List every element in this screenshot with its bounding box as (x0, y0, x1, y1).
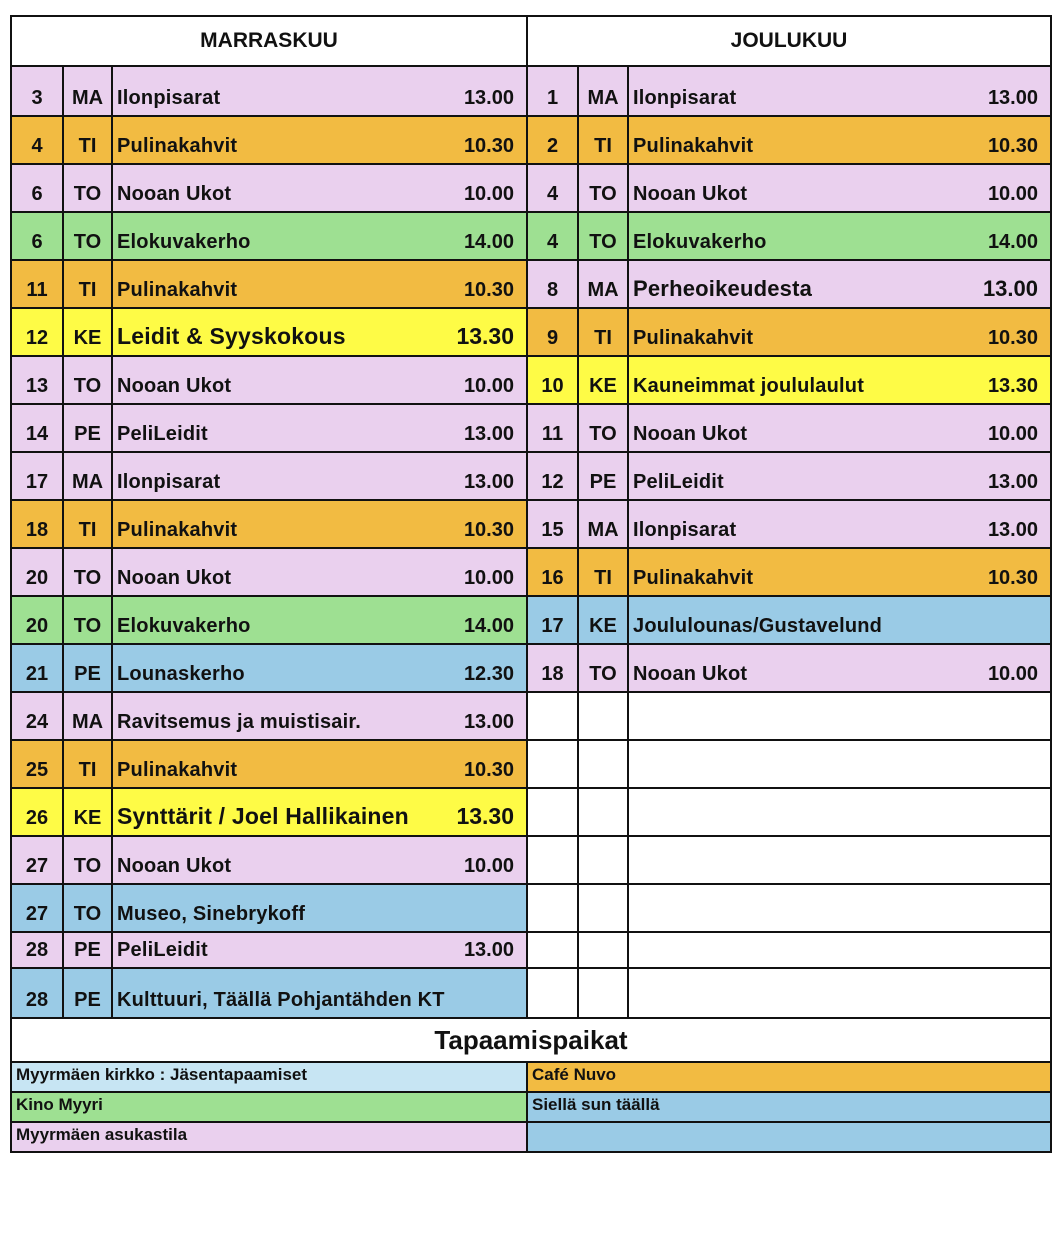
event-title: Joululounas/Gustavelund (633, 615, 883, 637)
event-cell (627, 355, 1052, 405)
day-number-cell: 8 (526, 259, 579, 309)
event-title: Nooan Ukot (633, 663, 748, 685)
weekday-cell: TI (62, 739, 113, 789)
event-title: Nooan Ukot (117, 855, 232, 877)
event-cell (627, 643, 1052, 693)
weekday-cell (577, 739, 629, 789)
event-cell (111, 547, 528, 597)
day-number-cell: 20 (10, 547, 64, 597)
legend-item: Café Nuvo (526, 1061, 1052, 1093)
day-number-cell (526, 691, 579, 741)
event-time: 13.30 (456, 323, 514, 349)
event-time: 14.00 (463, 615, 514, 637)
weekday-cell: TO (62, 835, 113, 885)
day-number-cell: 16 (526, 547, 579, 597)
day-number-cell: 17 (10, 451, 64, 501)
weekday-cell: TO (62, 355, 113, 405)
event-title: Elokuvakerho (117, 231, 251, 253)
event-title: Nooan Ukot (117, 567, 232, 589)
event-title: Elokuvakerho (633, 231, 767, 253)
weekday-cell: MA (62, 691, 113, 741)
event-cell (627, 403, 1052, 453)
event-cell (627, 451, 1052, 501)
event-title: Lounaskerho (117, 663, 245, 685)
event-time: 12.30 (463, 663, 514, 685)
weekday-cell: TI (62, 499, 113, 549)
day-number-cell: 27 (10, 883, 64, 933)
weekday-cell (577, 787, 629, 837)
event-cell (627, 65, 1052, 117)
day-number-cell: 26 (10, 787, 64, 837)
event-title: Museo, Sinebrykoff (117, 903, 306, 925)
event-time: 10.00 (463, 375, 514, 397)
event-title: Kauneimmat joululaulut (633, 375, 865, 397)
event-cell (111, 355, 528, 405)
legend-item: Myyrmäen kirkko : Jäsentapaamiset (10, 1061, 528, 1093)
event-time: 13.00 (463, 423, 514, 445)
weekday-cell: TO (577, 211, 629, 261)
weekday-cell: TI (62, 115, 113, 165)
weekday-cell: KE (577, 355, 629, 405)
event-title: Kulttuuri, Täällä Pohjantähden KT (117, 989, 445, 1011)
event-cell (627, 547, 1052, 597)
event-cell (111, 499, 528, 549)
event-cell (111, 739, 528, 789)
weekday-cell (577, 967, 629, 1019)
weekday-cell (577, 835, 629, 885)
event-time: 10.00 (463, 567, 514, 589)
weekday-cell: TO (62, 163, 113, 213)
event-cell (627, 259, 1052, 309)
event-time: 13.00 (463, 939, 514, 961)
weekday-cell: TO (577, 643, 629, 693)
event-cell (627, 163, 1052, 213)
event-title: Nooan Ukot (633, 423, 748, 445)
day-number-cell: 28 (10, 967, 64, 1019)
day-number-cell: 15 (526, 499, 579, 549)
day-number-cell: 4 (526, 211, 579, 261)
day-number-cell: 28 (10, 931, 64, 969)
event-title: Pulinakahvit (117, 519, 238, 541)
event-time: 13.00 (982, 276, 1038, 301)
day-number-cell: 10 (526, 355, 579, 405)
day-number-cell: 4 (526, 163, 579, 213)
event-title: Pulinakahvit (117, 759, 238, 781)
day-number-cell: 20 (10, 595, 64, 645)
event-title: PeliLeidit (117, 939, 208, 961)
event-time: 13.00 (463, 87, 514, 109)
day-number-cell (526, 835, 579, 885)
day-number-cell: 6 (10, 163, 64, 213)
event-title: PeliLeidit (117, 423, 208, 445)
event-cell (111, 691, 528, 741)
day-number-cell: 12 (526, 451, 579, 501)
weekday-cell: TO (577, 163, 629, 213)
event-time: 13.30 (987, 375, 1038, 397)
event-cell (111, 307, 528, 357)
day-number-cell: 17 (526, 595, 579, 645)
weekday-cell: TI (62, 259, 113, 309)
weekday-cell: MA (577, 65, 629, 117)
month-header: JOULUKUU (526, 15, 1052, 67)
event-title: Nooan Ukot (633, 183, 748, 205)
event-cell (111, 259, 528, 309)
weekday-cell: MA (577, 499, 629, 549)
day-number-cell: 14 (10, 403, 64, 453)
event-time: 13.00 (987, 519, 1038, 541)
day-number-cell: 9 (526, 307, 579, 357)
day-number-cell: 1 (526, 65, 579, 117)
weekday-cell: PE (62, 403, 113, 453)
weekday-cell: TO (62, 547, 113, 597)
day-number-cell: 6 (10, 211, 64, 261)
event-cell (111, 643, 528, 693)
event-cell (627, 595, 1052, 645)
event-time: 14.00 (463, 231, 514, 253)
day-number-cell: 18 (526, 643, 579, 693)
event-time: 10.00 (987, 663, 1038, 685)
weekday-cell: TO (62, 211, 113, 261)
event-title: Ravitsemus ja muistisair. (117, 711, 362, 733)
legend-item (526, 1121, 1052, 1153)
weekday-cell: TO (577, 403, 629, 453)
weekday-cell: TO (62, 883, 113, 933)
day-number-cell: 3 (10, 65, 64, 117)
event-time: 13.00 (463, 471, 514, 493)
legend-title: Tapaamispaikat (10, 1017, 1052, 1063)
event-time: 10.30 (987, 567, 1038, 589)
day-number-cell: 21 (10, 643, 64, 693)
legend-item: Siellä sun täällä (526, 1091, 1052, 1123)
event-cell (111, 451, 528, 501)
event-cell (111, 211, 528, 261)
event-title: Pulinakahvit (117, 279, 238, 301)
event-cell (627, 211, 1052, 261)
day-number-cell: 13 (10, 355, 64, 405)
event-cell (111, 595, 528, 645)
legend-item: Kino Myyri (10, 1091, 528, 1123)
event-time: 10.00 (987, 183, 1038, 205)
event-cell (627, 115, 1052, 165)
event-cell (111, 115, 528, 165)
event-cell (111, 403, 528, 453)
day-number-cell: 4 (10, 115, 64, 165)
month-header: MARRASKUU (10, 15, 528, 67)
weekday-cell: TI (577, 307, 629, 357)
event-cell (627, 307, 1052, 357)
weekday-cell (577, 883, 629, 933)
event-time: 10.00 (987, 423, 1038, 445)
event-title: Perheoikeudesta (633, 276, 813, 301)
day-number-cell (526, 739, 579, 789)
event-title: PeliLeidit (633, 471, 724, 493)
event-title: Pulinakahvit (633, 135, 754, 157)
event-cell (111, 931, 528, 969)
day-number-cell (526, 931, 579, 969)
event-title: Ilonpisarat (633, 519, 737, 541)
event-title: Elokuvakerho (117, 615, 251, 637)
weekday-cell: MA (62, 451, 113, 501)
event-title: Ilonpisarat (117, 471, 221, 493)
event-title: Ilonpisarat (633, 87, 737, 109)
event-time: 10.30 (463, 519, 514, 541)
day-number-cell (526, 967, 579, 1019)
event-time: 10.30 (987, 327, 1038, 349)
event-title: Nooan Ukot (117, 183, 232, 205)
day-number-cell: 11 (10, 259, 64, 309)
day-number-cell: 27 (10, 835, 64, 885)
day-number-cell: 24 (10, 691, 64, 741)
empty-event-cell (627, 739, 1052, 789)
weekday-cell: TI (577, 547, 629, 597)
weekday-cell: MA (62, 65, 113, 117)
day-number-cell: 18 (10, 499, 64, 549)
event-title: Nooan Ukot (117, 375, 232, 397)
weekday-cell: PE (62, 643, 113, 693)
event-time: 13.00 (463, 711, 514, 733)
event-cell (111, 835, 528, 885)
empty-event-cell (627, 787, 1052, 837)
event-time: 10.00 (463, 855, 514, 877)
day-number-cell (526, 883, 579, 933)
empty-event-cell (627, 931, 1052, 969)
weekday-cell: KE (62, 787, 113, 837)
weekday-cell: TO (62, 595, 113, 645)
event-cell (627, 499, 1052, 549)
event-time: 10.30 (987, 135, 1038, 157)
weekday-cell: PE (62, 967, 113, 1019)
event-title: Pulinakahvit (117, 135, 238, 157)
event-time: 10.30 (463, 279, 514, 301)
event-title: Leidit & Syyskokous (117, 323, 346, 349)
event-time: 13.00 (987, 87, 1038, 109)
event-time: 14.00 (987, 231, 1038, 253)
weekday-cell (577, 691, 629, 741)
event-title: Ilonpisarat (117, 87, 221, 109)
event-title: Pulinakahvit (633, 327, 754, 349)
event-cell (111, 163, 528, 213)
empty-event-cell (627, 883, 1052, 933)
day-number-cell (526, 787, 579, 837)
event-time: 13.00 (987, 471, 1038, 493)
day-number-cell: 11 (526, 403, 579, 453)
event-cell (111, 883, 528, 933)
event-cell (111, 787, 528, 837)
empty-event-cell (627, 967, 1052, 1019)
event-time: 10.30 (463, 135, 514, 157)
empty-event-cell (627, 835, 1052, 885)
event-time: 13.30 (456, 803, 514, 829)
day-number-cell: 2 (526, 115, 579, 165)
event-time: 10.30 (463, 759, 514, 781)
event-time: 10.00 (463, 183, 514, 205)
event-title: Synttärit / Joel Hallikainen (117, 803, 409, 829)
empty-event-cell (627, 691, 1052, 741)
event-title: Pulinakahvit (633, 567, 754, 589)
legend-item: Myyrmäen asukastila (10, 1121, 528, 1153)
weekday-cell: MA (577, 259, 629, 309)
weekday-cell: PE (577, 451, 629, 501)
weekday-cell: PE (62, 931, 113, 969)
weekday-cell: KE (62, 307, 113, 357)
weekday-cell: KE (577, 595, 629, 645)
weekday-cell: TI (577, 115, 629, 165)
event-cell (111, 967, 528, 1019)
event-cell (111, 65, 528, 117)
day-number-cell: 25 (10, 739, 64, 789)
day-number-cell: 12 (10, 307, 64, 357)
weekday-cell (577, 931, 629, 969)
